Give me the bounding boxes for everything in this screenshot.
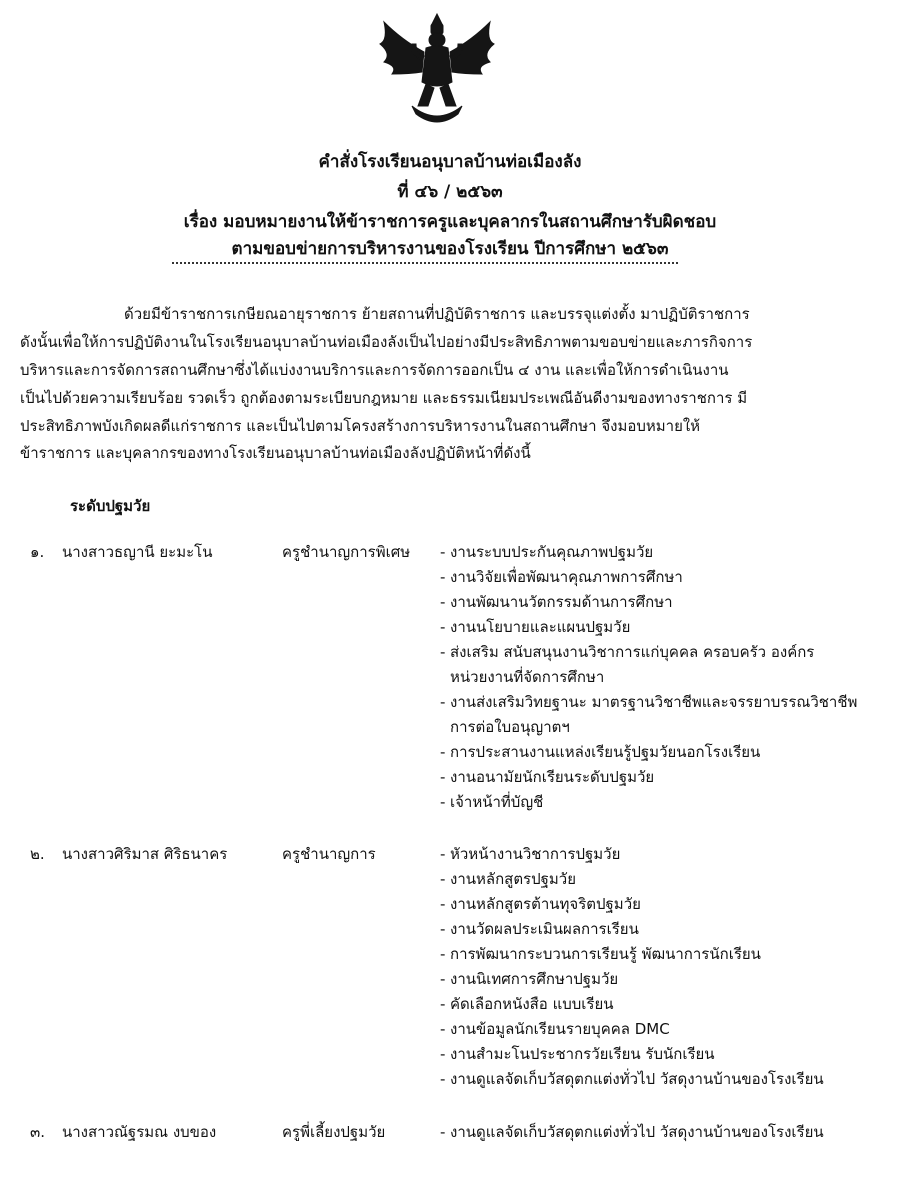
person-name: นางสาวณัฐรมณ งบของ [62, 1123, 217, 1141]
duty-item: - งานนโยบายและแผนปฐมวัย [440, 618, 631, 636]
person-name: นางสาวศิริมาส ศิริธนาคร [62, 845, 228, 863]
duty-item: - งานนิเทศการศึกษาปฐมวัย [440, 970, 619, 988]
person-number: ๒. [30, 845, 45, 863]
duty-item: - งานดูแลจัดเก็บวัสดุตกแต่งทั่วไป วัสดุงานบ้านของโรงเรียน [440, 1070, 824, 1088]
duty-item: - งานหลักสูตรปฐมวัย [440, 870, 577, 888]
duty-item: - หัวหน้างานวิชาการปฐมวัย [440, 845, 621, 863]
garuda-emblem-icon [362, 10, 512, 130]
order-subject-line-2: ตามขอบข่ายการบริหารงานของโรงเรียน ปีการศึกษา ๒๕๖๓ [231, 239, 669, 259]
duty-item: - งานส่งเสริมวิทยฐานะ มาตรฐานวิชาชีพและจรรยาบรรณวิชาชีพ [440, 693, 858, 711]
duty-item: - เจ้าหน้าที่บัญชี [440, 793, 544, 811]
duty-item: - งานหลักสูตรต้านทุจริตปฐมวัย [440, 895, 641, 913]
body-line: เป็นไปด้วยความเรียบร้อย รวดเร็ว ถูกต้องตามระเบียบกฎหมาย และธรรมเนียมประเพณีอันดีงามของทางราชการ มี [20, 389, 748, 407]
section-title: ระดับปฐมวัย [70, 497, 151, 515]
duty-item: - คัดเลือกหนังสือ แบบเรียน [440, 995, 614, 1013]
order-number: ที่ ๔๖ / ๒๕๖๓ [397, 182, 503, 202]
order-subject-line-1: เรื่อง มอบหมายงานให้ข้าราชการครูและบุคลากรในสถานศึกษารับผิดชอบ [183, 212, 717, 232]
person-rank: ครูชำนาญการ [282, 845, 376, 863]
body-line: ดังนั้นเพื่อให้การปฏิบัติงานในโรงเรียนอนุบาลบ้านท่อเมืองลังเป็นไปอย่างมีประสิทธิภาพตามขอบข่ายและภารกิจการ [20, 333, 753, 351]
separator-dotted-line [172, 262, 678, 264]
duty-item: - งานวิจัยเพื่อพัฒนาคุณภาพการศึกษา [440, 568, 683, 586]
person-rank: ครูชำนาญการพิเศษ [282, 543, 411, 561]
duty-item: - งานพัฒนานวัตกรรมด้านการศึกษา [440, 593, 673, 611]
duty-item: - ส่งเสริม สนับสนุนงานวิชาการแก่บุคคล ครอบครัว องค์กร [440, 643, 815, 661]
duty-item: - งานระบบประกันคุณภาพปฐมวัย [440, 543, 654, 561]
duty-item-continuation: หน่วยงานที่จัดการศึกษา [450, 668, 605, 686]
person-name: นางสาวธญานี ยะมะโน [62, 543, 213, 561]
order-title: คำสั่งโรงเรียนอนุบาลบ้านท่อเมืองลัง [318, 152, 582, 172]
duty-item-continuation: การต่อใบอนุญาตฯ [450, 718, 570, 736]
duty-item: - งานวัดผลประเมินผลการเรียน [440, 920, 639, 938]
duty-item: - งานอนามัยนักเรียนระดับปฐมวัย [440, 768, 655, 786]
duty-item: - งานดูแลจัดเก็บวัสดุตกแต่งทั่วไป วัสดุงานบ้านของโรงเรียน [440, 1123, 824, 1141]
body-line: ด้วยมีข้าราชการเกษียณอายุราชการ ย้ายสถานที่ปฏิบัติราชการ และบรรจุแต่งตั้ง มาปฏิบัติราชการ [124, 305, 750, 323]
body-line: บริหารและการจัดการสถานศึกษาซึ่งได้แบ่งงานบริการและการจัดการออกเป็น ๔ งาน และเพื่อให้การดำเนินงาน [20, 361, 729, 379]
duty-item: - การประสานงานแหล่งเรียนรู้ปฐมวัยนอกโรงเรียน [440, 743, 761, 761]
person-number: ๓. [30, 1123, 46, 1141]
body-line: ข้าราชการ และบุคลากรของทางโรงเรียนอนุบาลบ้านท่อเมืองลังปฏิบัติหน้าที่ดังนี้ [20, 444, 531, 462]
person-rank: ครูพี่เลี้ยงปฐมวัย [282, 1123, 386, 1141]
duty-item: - งานข้อมูลนักเรียนรายบุคคล DMC [440, 1020, 670, 1038]
person-number: ๑. [30, 543, 45, 561]
body-line: ประสิทธิภาพบังเกิดผลดีแก่ราชการ และเป็นไปตามโครงสร้างการบริหารงานในสถานศึกษา จึงมอบหมายให้ [20, 417, 701, 435]
duty-item: - งานสำมะโนประชากรวัยเรียน รับนักเรียน [440, 1045, 715, 1063]
duty-item: - การพัฒนากระบวนการเรียนรู้ พัฒนาการนักเรียน [440, 945, 761, 963]
